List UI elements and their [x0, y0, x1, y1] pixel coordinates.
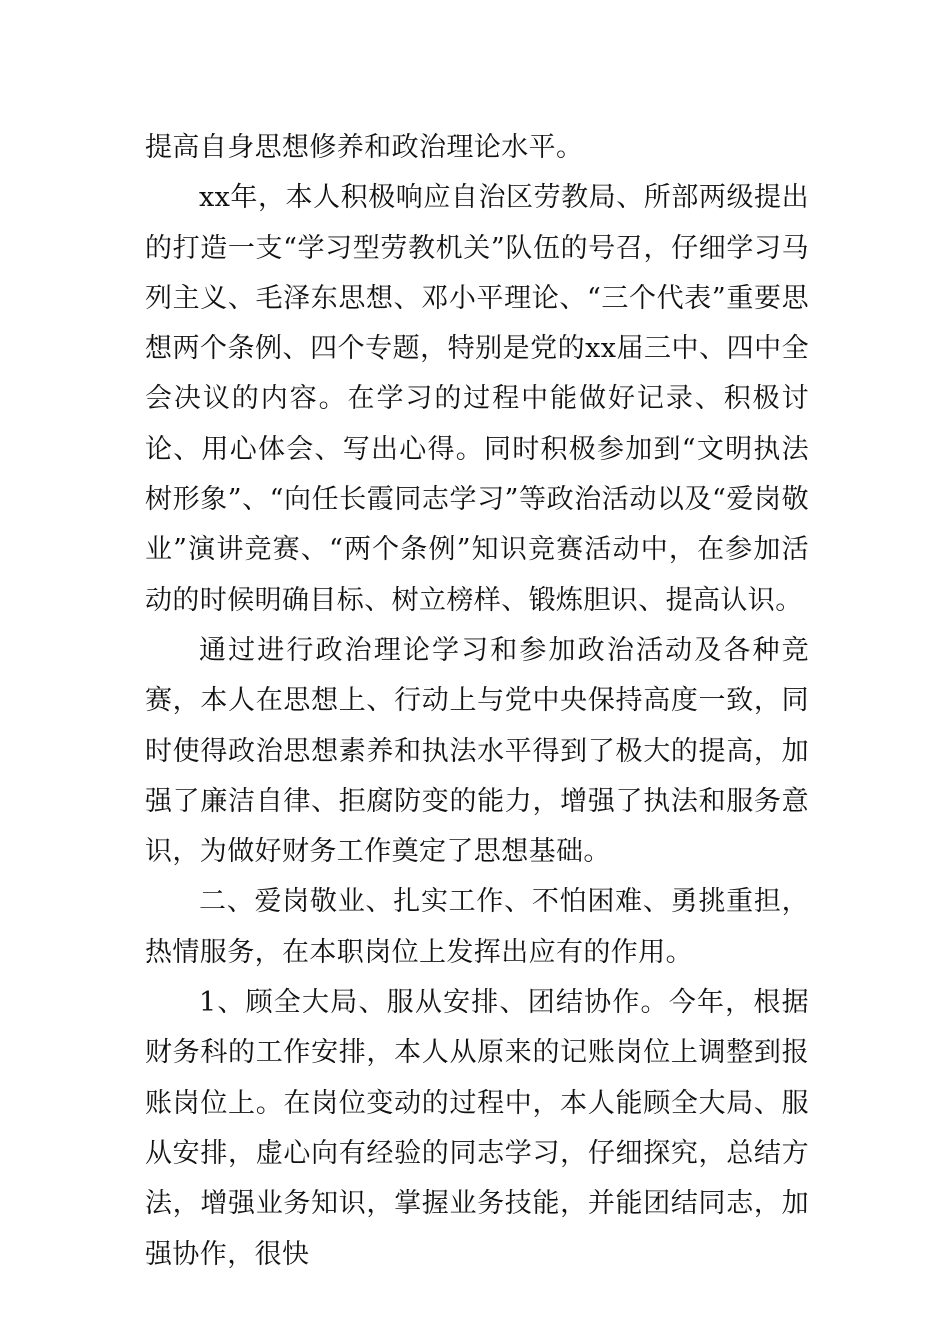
- paragraph-1: 提高自身思想修养和政治理论水平。: [145, 132, 584, 163]
- paragraph-5: 1、顾全大局、服从安排、团结协作。今年，根据财务科的工作安排，本人从原来的记账岗位上调整到报账岗位上。在岗位变动的过程中，本人能顾全大局、服从安排，虚心向有经验的同志学习，仔细探究，总结方法，增强业务知识，掌握业务技能，并能团结同志，加强协作，很快: [145, 987, 809, 1270]
- paragraph-2: xx年，本人积极响应自治区劳教局、所部两级提出的打造一支“学习型劳教机关”队伍的号召，仔细学习马列主义、毛泽东思想、邓小平理论、“三个代表”重要思想两个条例、四个专题，特别是党的xx届三中、四中全会决议的内容。在学习的过程中能做好记录、积极讨论、用心体会、写出心得。同时积极参加到“文明执法树形象”、“向任长霞同志学习”等政治活动以及“爱岗敬业”演讲竞赛、“两个条例”知识竞赛活动中，在参加活动的时候明确目标、树立榜样、锻炼胆识、提高认识。: [145, 182, 809, 616]
- document-body: [145, 123, 809, 1280]
- paragraph-3: 通过进行政治理论学习和参加政治活动及各种竞赛，本人在思想上、行动上与党中央保持高度一致，同时使得政治思想素养和执法水平得到了极大的提高，加强了廉洁自律、拒腐防变的能力，增强了执法和服务意识，为做好财务工作奠定了思想基础。: [145, 634, 809, 868]
- paragraph-4: 二、爱岗敬业、扎实工作、不怕困难、勇挑重担，热情服务，在本职岗位上发挥出应有的作用。: [145, 886, 809, 968]
